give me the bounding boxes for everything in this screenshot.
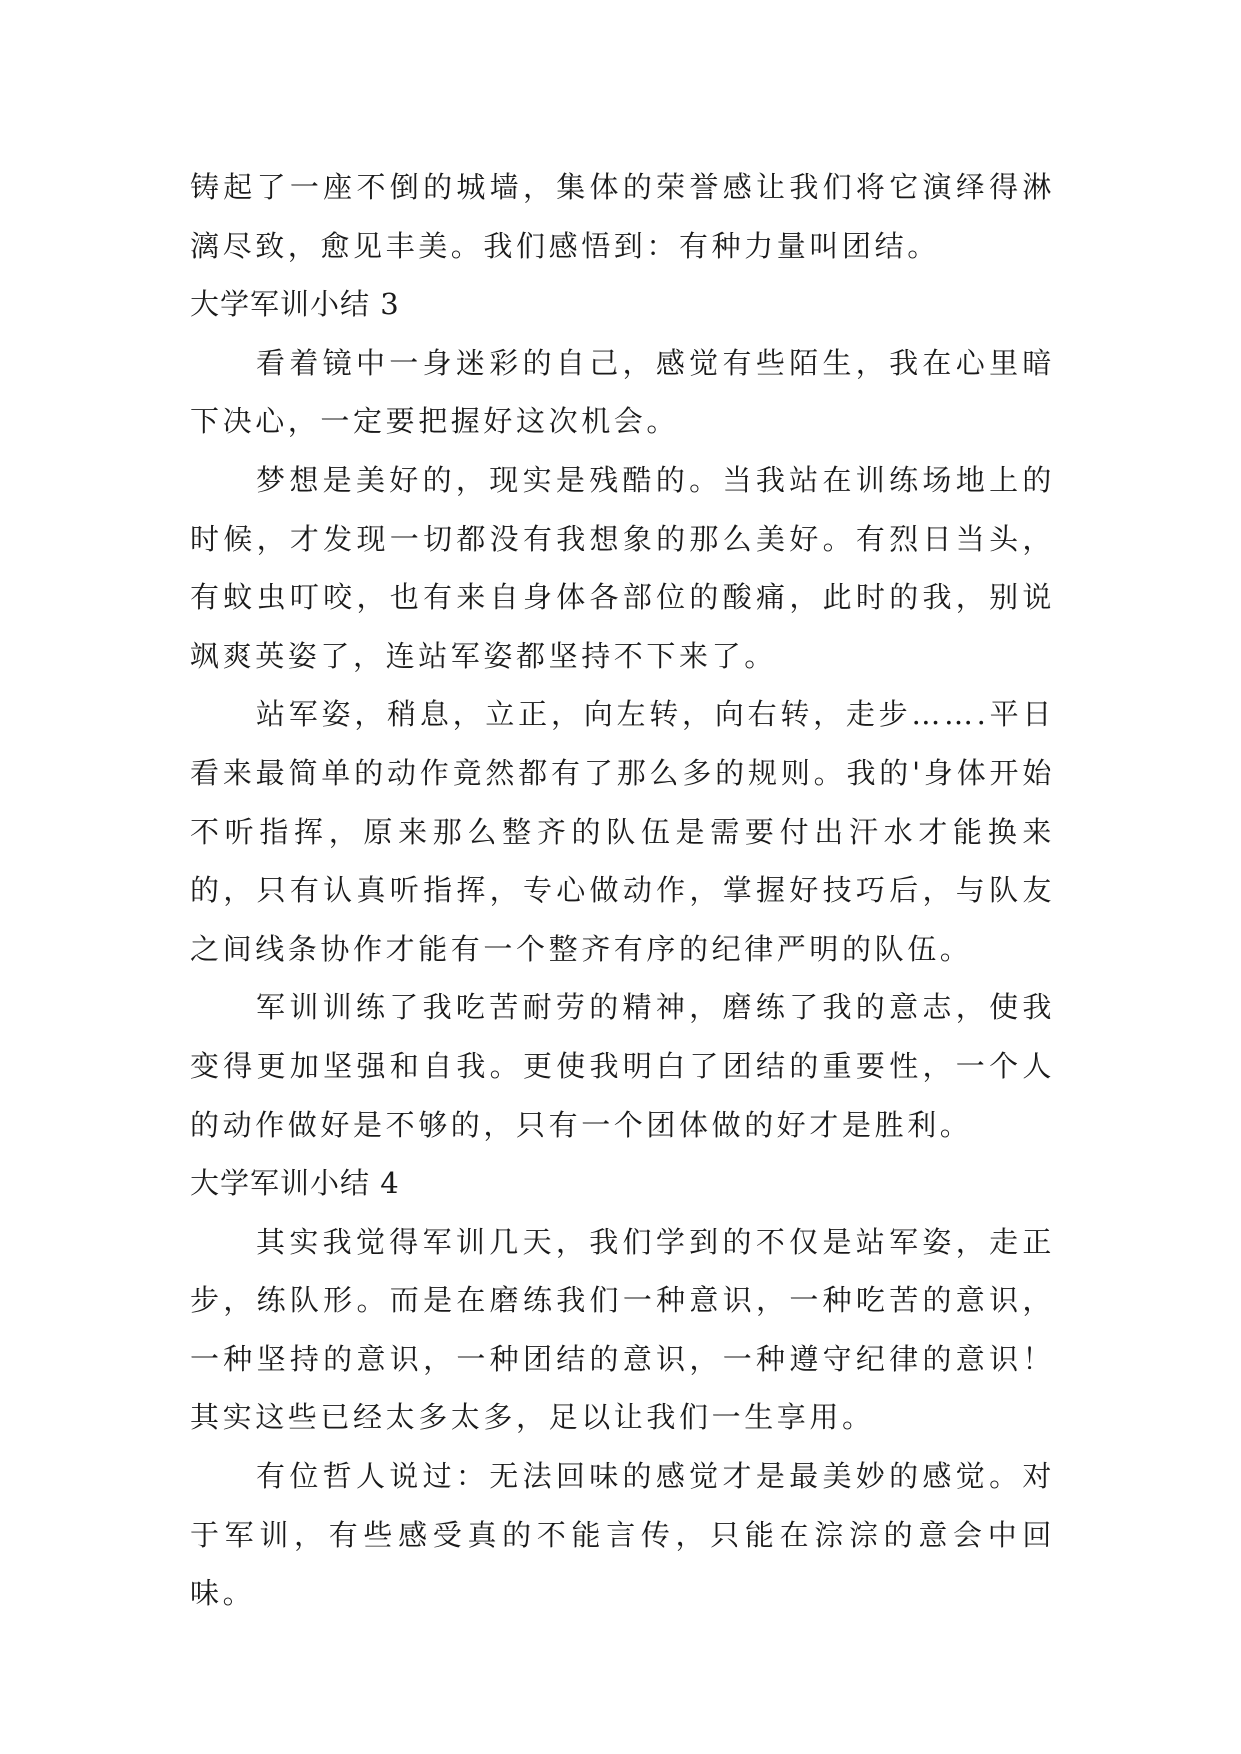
paragraph: 站军姿，稍息，立正，向左转，向右转，走步…….平日看来最简单的动作竟然都有了那么多的规则。我的'身体开始不听指挥，原来那么整齐的队伍是需要付出汗水才能换来的，只有认真听指挥，专心做动作，掌握好技巧后，与队友之间线条协作才能有一个整齐有序的纪律严明的队伍。 [190,697,1055,966]
paragraph: 有位哲人说过：无法回味的感觉才是最美妙的感觉。对于军训，有些感受真的不能言传，只能在淙淙的意会中回味。 [190,1459,1055,1611]
paragraph-continued: 铸起了一座不倒的城墙，集体的荣誉感让我们将它演绎得淋漓尽致，愈见丰美。我们感悟到：有种力量叫团结。 [190,170,1055,263]
paragraph: 梦想是美好的，现实是残酷的。当我站在训练场地上的时候，才发现一切都没有我想象的那么美好。有烈日当头，有蚊虫叮咬，也有来自身体各部位的酸痛，此时的我，别说飒爽英姿了，连站军姿都坚持不下来了。 [190,462,1055,673]
document-body [190,158,1055,1623]
section-heading-4: 大学军训小结 4 [190,1166,400,1201]
paragraph: 看着镜中一身迷彩的自己，感觉有些陌生，我在心里暗下决心，一定要把握好这次机会。 [190,345,1055,439]
paragraph: 其实我觉得军训几天，我们学到的不仅是站军姿，走正步，练队形。而是在磨练我们一种意识，一种吃苦的意识，一种坚持的意识，一种团结的意识，一种遵守纪律的意识！其实这些已经太多太多，足以让我们一生享用。 [190,1224,1055,1435]
section-heading-3: 大学军训小结 3 [190,287,400,322]
paragraph: 军训训练了我吃苦耐劳的精神，磨练了我的意志，使我变得更加坚强和自我。更使我明白了团结的重要性，一个人的动作做好是不够的，只有一个团体做的好才是胜利。 [190,990,1055,1142]
